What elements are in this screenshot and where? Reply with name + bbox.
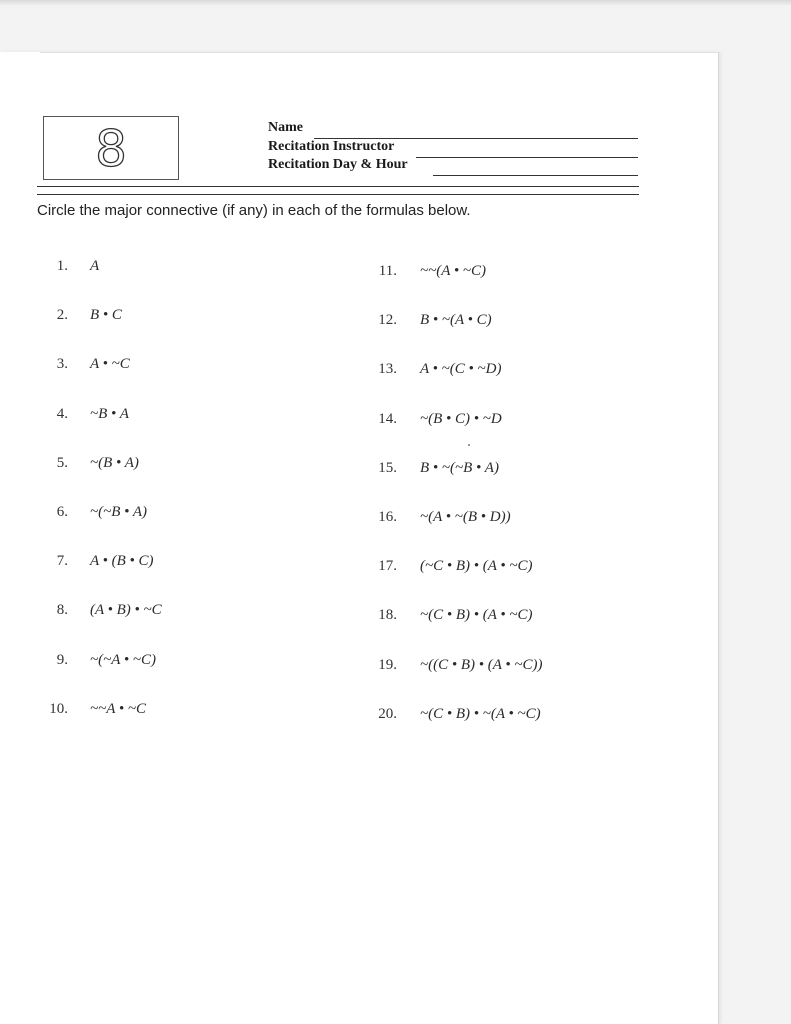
formula[interactable]: ~~(A • ~C) <box>420 263 486 279</box>
formula[interactable]: A • (B • C) <box>90 553 154 570</box>
item-number: 14. <box>378 410 397 427</box>
item-number: 12. <box>378 312 397 329</box>
formula[interactable]: B • C <box>90 307 122 324</box>
formula[interactable]: ~(~A • ~C) <box>90 651 156 668</box>
formula[interactable]: ~B • A <box>90 405 129 422</box>
scan-top-shadow <box>0 0 791 6</box>
item-number: 16. <box>378 509 397 525</box>
worksheet-number-box <box>43 116 179 180</box>
recitation-instructor-field[interactable] <box>416 157 638 158</box>
name-label: Name <box>268 120 303 135</box>
item-number: 18. <box>378 607 397 624</box>
formula[interactable]: (~C • B) • (A • ~C) <box>420 558 533 575</box>
item-number: 11. <box>378 263 397 279</box>
formula[interactable]: ~((C • B) • (A • ~C)) <box>420 656 543 673</box>
recitation-instructor-label: Recitation Instructor <box>268 139 395 154</box>
worksheet-number: 8 <box>95 120 127 178</box>
formula[interactable]: A <box>90 258 100 274</box>
worksheet-page <box>0 52 719 1024</box>
recitation-day-hour-label: Recitation Day & Hour <box>268 157 408 172</box>
formula[interactable]: A • ~(C • ~D) <box>420 361 502 378</box>
item-number: 6. <box>56 504 68 520</box>
item-number: 2. <box>56 307 68 324</box>
formula[interactable]: B • ~(A • C) <box>420 312 492 329</box>
formula[interactable]: ~(A • ~(B • D)) <box>420 509 511 525</box>
item-number: 3. <box>56 356 68 373</box>
item-number: 19. <box>378 656 397 673</box>
formula[interactable]: ~(B • A) <box>90 454 139 471</box>
scan-speck <box>468 444 470 446</box>
item-number: 10. <box>49 700 68 717</box>
item-number: 8. <box>56 602 68 619</box>
formula[interactable]: B • ~(~B • A) <box>420 459 499 476</box>
item-number: 7. <box>56 553 68 570</box>
formula[interactable]: (A • B) • ~C <box>90 602 162 619</box>
item-number: 4. <box>56 405 68 422</box>
item-number: 13. <box>378 361 397 378</box>
header-rule-bottom <box>37 194 639 195</box>
formula[interactable]: ~~A • ~C <box>90 700 146 717</box>
formula[interactable]: ~(C • B) • ~(A • ~C) <box>420 705 541 722</box>
page-top-edge <box>40 52 720 53</box>
recitation-day-hour-field[interactable] <box>433 175 638 176</box>
instruction-text: Circle the major connective (if any) in each of the formulas below. <box>37 202 471 219</box>
item-number: 15. <box>378 459 397 476</box>
formula[interactable]: A • ~C <box>90 356 130 373</box>
formula[interactable]: ~(~B • A) <box>90 504 148 520</box>
header-rule-top <box>37 186 639 187</box>
formula[interactable]: ~(B • C) • ~D <box>420 410 502 427</box>
item-number: 9. <box>56 651 68 668</box>
item-number: 5. <box>56 454 68 471</box>
item-number: 20. <box>378 705 397 722</box>
item-number: 17. <box>378 558 397 575</box>
item-number: 1. <box>56 258 68 274</box>
formula[interactable]: ~(C • B) • (A • ~C) <box>420 607 533 624</box>
